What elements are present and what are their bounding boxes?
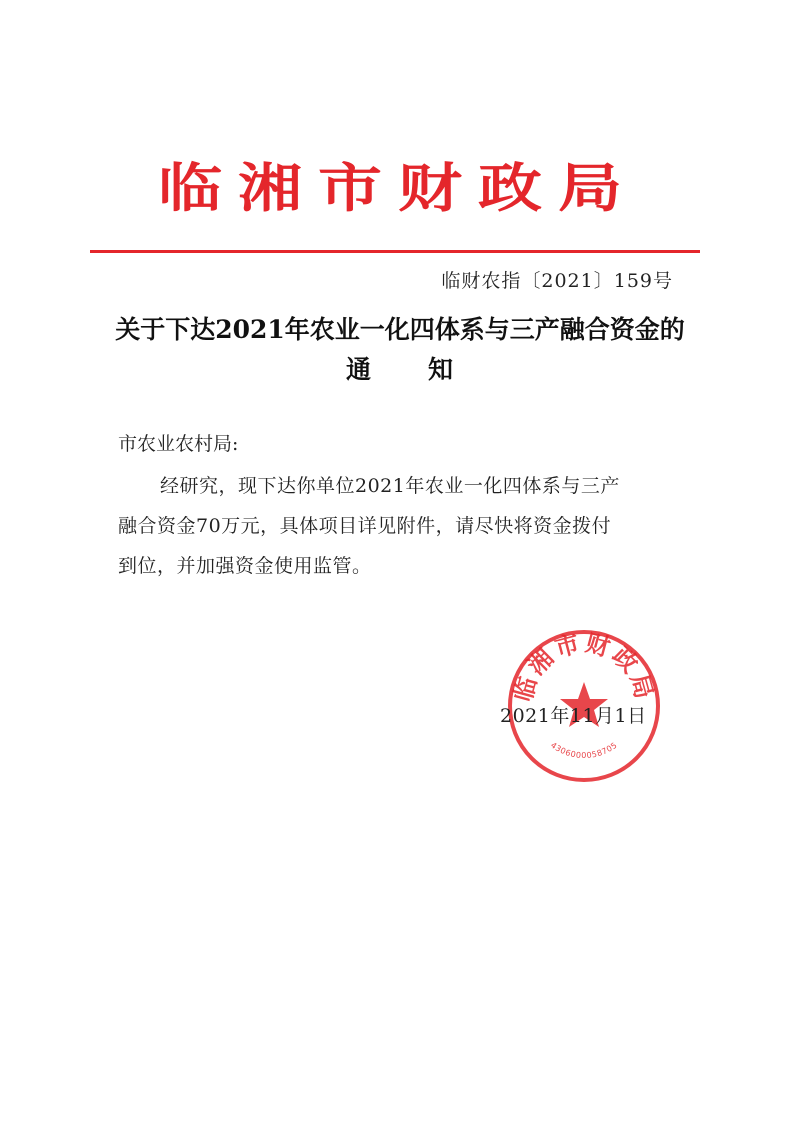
issue-date: 2021年11月1日 — [500, 705, 647, 727]
notice-title-char-1: 通 — [345, 355, 372, 384]
document-number: 临财农指〔2021〕159号 — [441, 270, 673, 292]
seal-text: 临湘市财政局 — [509, 628, 659, 705]
notice-title-line-1: 关于下达2021年农业一化四体系与三产融合资金的 — [115, 315, 685, 344]
body-paragraph-line-2: 融合资金70万元，具体项目详见附件，请尽快将资金拨付 — [118, 515, 612, 537]
masthead-title: 临湘市财政局 — [158, 158, 638, 220]
notice-title-line-2 — [110, 353, 690, 387]
body-paragraph-line-1: 经研究，现下达你单位2021年农业一化四体系与三产 — [160, 475, 620, 497]
addressee: 市农业农村局: — [118, 433, 239, 455]
notice-title-char-2: 知 — [428, 355, 455, 384]
header-divider — [90, 250, 700, 253]
seal-number: 4306000058705 — [548, 740, 620, 761]
body-paragraph-line-3: 到位，并加强资金使用监管。 — [118, 555, 372, 577]
